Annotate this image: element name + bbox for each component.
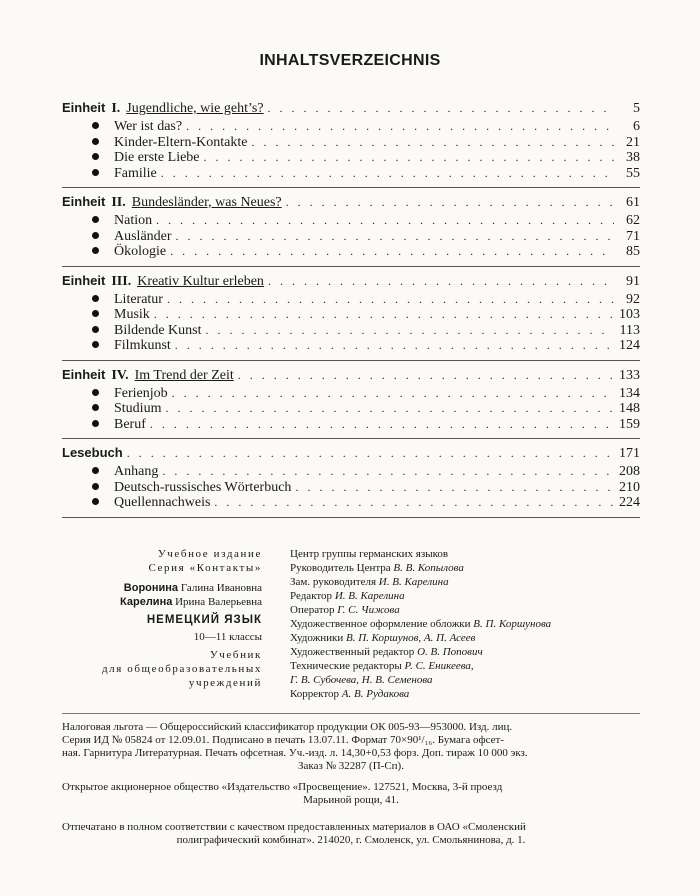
leader-dots [150, 417, 614, 432]
unit-number: I. [111, 101, 121, 116]
bullet-icon [92, 420, 99, 427]
toc-item[interactable] [62, 244, 640, 260]
leader-dots [286, 195, 614, 210]
unit-title: Jugendliche, wie geht’s? [126, 101, 264, 116]
page-number: 61 [626, 195, 640, 210]
page-number: 71 [626, 228, 640, 244]
divider [62, 713, 640, 714]
credit-role: Корректор [290, 688, 340, 700]
toc-item-label: Musik [114, 307, 150, 322]
credit-line [290, 659, 650, 673]
toc-item-label: Wer ist das? [114, 119, 183, 134]
credit-role: Художники [290, 632, 344, 644]
unit-title: Bundesländer, was Neues? [131, 195, 282, 210]
toc-item-label: Deutsch-russisches Wörterbuch [114, 479, 292, 495]
page-number: 5 [633, 101, 640, 116]
section-rule [62, 517, 640, 518]
credit-line [290, 561, 650, 575]
page-number: 113 [619, 322, 640, 338]
leader-dots [204, 150, 614, 165]
credit-name: Г. С. Чижова [337, 604, 400, 616]
toc-item[interactable] [62, 401, 640, 417]
toc-item[interactable] [62, 135, 640, 151]
leader-dots [176, 229, 614, 244]
toc-item[interactable] [62, 495, 640, 511]
tax-line-2: Серия ИД № 05824 от 12.09.01. Подписано в печать 13.07.11. Формат 70×90¹/₁₆. Бумага офсет- [62, 734, 505, 746]
leader-dots [268, 274, 614, 289]
toc-item-label: Ferienjob [114, 385, 168, 401]
tax-line-4: Заказ № 32287 (П-Сп). [298, 760, 404, 772]
credit-role: Оператор [290, 604, 335, 616]
credit-name: В. П. Коршунов, А. П. Асеев [345, 632, 476, 644]
toc-unit-heading[interactable] [62, 273, 640, 292]
leader-dots [154, 307, 614, 322]
toc-item[interactable] [62, 323, 640, 339]
credit-line [290, 547, 650, 561]
printer-line-1: Отпечатано в полном соответствии с качеством предоставленных материалов в ОАО «Смоленский [62, 821, 526, 833]
credit-role: Зам. руководителя [290, 576, 377, 588]
leader-dots [127, 446, 614, 461]
unit-lead: Einheit [62, 194, 106, 209]
page-number: 208 [619, 464, 640, 479]
leader-dots [206, 323, 615, 338]
publisher-info [62, 781, 640, 807]
page-number: 92 [626, 291, 640, 307]
author-2-name: Ирина Валерьевна [175, 596, 262, 608]
book-type-2: для общеобразовательных [101, 663, 262, 675]
toc-item[interactable] [62, 386, 640, 402]
bullet-icon [92, 153, 99, 160]
page-number: 133 [619, 367, 640, 383]
leader-dots [165, 401, 614, 416]
credit-line [290, 687, 650, 701]
credit-name: Р. С. Еникеева, [404, 660, 474, 672]
bullet-icon [92, 310, 99, 317]
book-title: НЕМЕЦКИЙ ЯЗЫК [146, 614, 262, 626]
credit-role: Технические редакторы [290, 660, 402, 672]
page-number: 85 [626, 244, 640, 259]
bullet-icon [92, 467, 99, 474]
unit-number: III. [111, 273, 132, 289]
bullet-icon [92, 247, 99, 254]
bullet-icon [92, 498, 99, 505]
section-rule [62, 266, 640, 267]
unit-title: Im Trend der Zeit [134, 367, 234, 383]
page-number: 224 [619, 495, 640, 510]
leader-dots [295, 480, 614, 495]
toc-item-label: Literatur [114, 291, 163, 307]
bullet-icon [92, 341, 99, 348]
edition-label: Учебное издание [157, 548, 262, 560]
tax-line-3: ная. Гарнитура Литературная. Печать офсетная. Уч.-изд. л. 14,30+0,53 форз. Доп. тираж 10 000 экз. [62, 747, 528, 759]
bullet-icon [92, 404, 99, 411]
page-number: 55 [626, 165, 640, 181]
toc-item-label: Die erste Liebe [114, 150, 200, 165]
toc-item-label: Beruf [114, 416, 146, 432]
toc-unit [62, 445, 640, 518]
printer-info [62, 821, 640, 847]
page-number: 21 [626, 134, 640, 150]
toc-item[interactable] [62, 464, 640, 480]
credit-role: Художественное оформление обложки [290, 618, 471, 630]
bullet-icon [92, 169, 99, 176]
credit-line [290, 673, 650, 687]
toc-unit-heading[interactable] [62, 100, 640, 119]
bullet-icon [92, 232, 99, 239]
author-2 [62, 595, 262, 609]
leader-dots [251, 135, 614, 150]
unit-number: IV. [111, 367, 129, 383]
author-2-surname: Карелина [120, 596, 173, 608]
credit-role: Художественный редактор [290, 646, 415, 658]
page-number: 148 [619, 401, 640, 416]
unit-lead: Einheit [62, 100, 106, 115]
credit-name: В. В. Копылова [393, 562, 464, 574]
leader-dots [172, 386, 614, 401]
toc-item[interactable] [62, 150, 640, 166]
credit-line [290, 575, 650, 589]
table-of-contents [62, 100, 640, 518]
toc-unit-heading[interactable] [62, 367, 640, 386]
page-number: 159 [619, 416, 640, 432]
bullet-icon [92, 295, 99, 302]
bullet-icon [92, 389, 99, 396]
page-number: 124 [619, 338, 640, 353]
credit-line [290, 631, 650, 645]
book-type-1: Учебник [209, 649, 262, 661]
section-rule [62, 187, 640, 188]
credit-name: О. В. Попович [417, 646, 483, 658]
credit-name: В. П. Коршунова [473, 618, 552, 630]
grades: 10—11 классы [193, 631, 262, 643]
page-number: 103 [619, 307, 640, 322]
leader-dots [167, 292, 614, 307]
author-1-surname: Воронина [123, 582, 179, 594]
toc-item[interactable] [62, 307, 640, 323]
leader-dots [186, 119, 614, 134]
leader-dots [156, 213, 614, 228]
toc-item-label: Familie [114, 165, 157, 181]
page-number: 38 [626, 150, 640, 165]
toc-item[interactable] [62, 292, 640, 308]
page-number: 91 [626, 273, 640, 289]
bullet-icon [92, 326, 99, 333]
author-1 [62, 581, 262, 595]
publisher-line-2: Марьиной рощи, 41. [303, 794, 399, 806]
credit-name: Г. В. Субочева, Н. В. Семенова [290, 674, 433, 686]
unit-lead: Einheit [62, 366, 106, 382]
leader-dots [161, 166, 614, 181]
unit-lead: Einheit [62, 272, 106, 288]
toc-item[interactable] [62, 166, 640, 182]
tax-info [62, 721, 640, 773]
bullet-icon [92, 138, 99, 145]
toc-unit [62, 367, 640, 440]
book-type-3: учреждений [188, 677, 262, 689]
tax-line-1: Налоговая льгота — Общероссийский классификатор продукции ОК 005-93—953000. Изд. лиц. [62, 721, 513, 733]
toc-item-label: Anhang [114, 464, 159, 479]
imprint-left [62, 547, 262, 690]
toc-unit [62, 194, 640, 267]
publisher-line-1: Открытое акционерное общество «Издательство «Просвещение». 127521, Москва, 3-й проезд [62, 781, 503, 793]
toc-item-label: Studium [114, 401, 162, 416]
toc-unit [62, 100, 640, 188]
toc-item[interactable] [62, 417, 640, 433]
toc-unit [62, 273, 640, 361]
page-number: 62 [626, 213, 640, 228]
leader-dots [162, 464, 614, 479]
unit-number: II. [111, 195, 126, 210]
section-rule [62, 360, 640, 361]
credit-name: И. В. Карелина [334, 590, 405, 602]
bullet-icon [92, 483, 99, 490]
toc-item[interactable] [62, 229, 640, 245]
credit-role: Центр группы германских языков [290, 548, 449, 560]
toc-unit-heading[interactable] [62, 445, 640, 464]
leader-dots [214, 495, 614, 510]
toc-item-label: Ausländer [114, 228, 172, 244]
leader-dots [170, 244, 614, 259]
credit-name: И. В. Карелина [378, 576, 449, 588]
credit-role: Руководитель Центра [290, 562, 391, 574]
series-label: Серия «Контакты» [148, 562, 262, 574]
toc-item-label: Ökologie [114, 244, 167, 259]
bullet-icon [92, 216, 99, 223]
bullet-icon [92, 122, 99, 129]
toc-item[interactable] [62, 119, 640, 135]
toc-item[interactable] [62, 213, 640, 229]
credit-line [290, 603, 650, 617]
page-number: 210 [619, 479, 640, 495]
page-number: 171 [619, 446, 640, 461]
printer-line-2: полиграфический комбинат». 214020, г. Смоленск, ул. Смольянинова, д. 1. [176, 834, 526, 846]
toc-item[interactable] [62, 338, 640, 354]
toc-unit-heading[interactable] [62, 194, 640, 213]
credit-line [290, 617, 650, 631]
author-1-name: Галина Ивановна [180, 582, 262, 594]
imprint-right [290, 547, 650, 701]
leader-dots [238, 368, 614, 383]
unit-title: Kreativ Kultur erleben [137, 273, 264, 289]
credit-line [290, 645, 650, 659]
toc-item-label: Quellennachweis [114, 495, 211, 510]
toc-item-label: Nation [114, 213, 153, 228]
section-rule [62, 438, 640, 439]
page-number: 6 [633, 119, 640, 134]
credit-role: Редактор [290, 590, 333, 602]
credit-line [290, 589, 650, 603]
unit-lead: Lesebuch [62, 445, 123, 460]
page-number: 134 [619, 385, 640, 401]
toc-item-label: Filmkunst [114, 338, 171, 353]
credit-name: А. В. Рудакова [341, 688, 410, 700]
toc-item-label: Kinder-Eltern-Kontakte [114, 134, 248, 150]
page-title: INHALTSVERZEICHNIS [259, 52, 441, 69]
toc-item-label: Bildende Kunst [114, 322, 202, 338]
leader-dots [175, 338, 614, 353]
toc-item[interactable] [62, 480, 640, 496]
leader-dots [268, 101, 614, 116]
